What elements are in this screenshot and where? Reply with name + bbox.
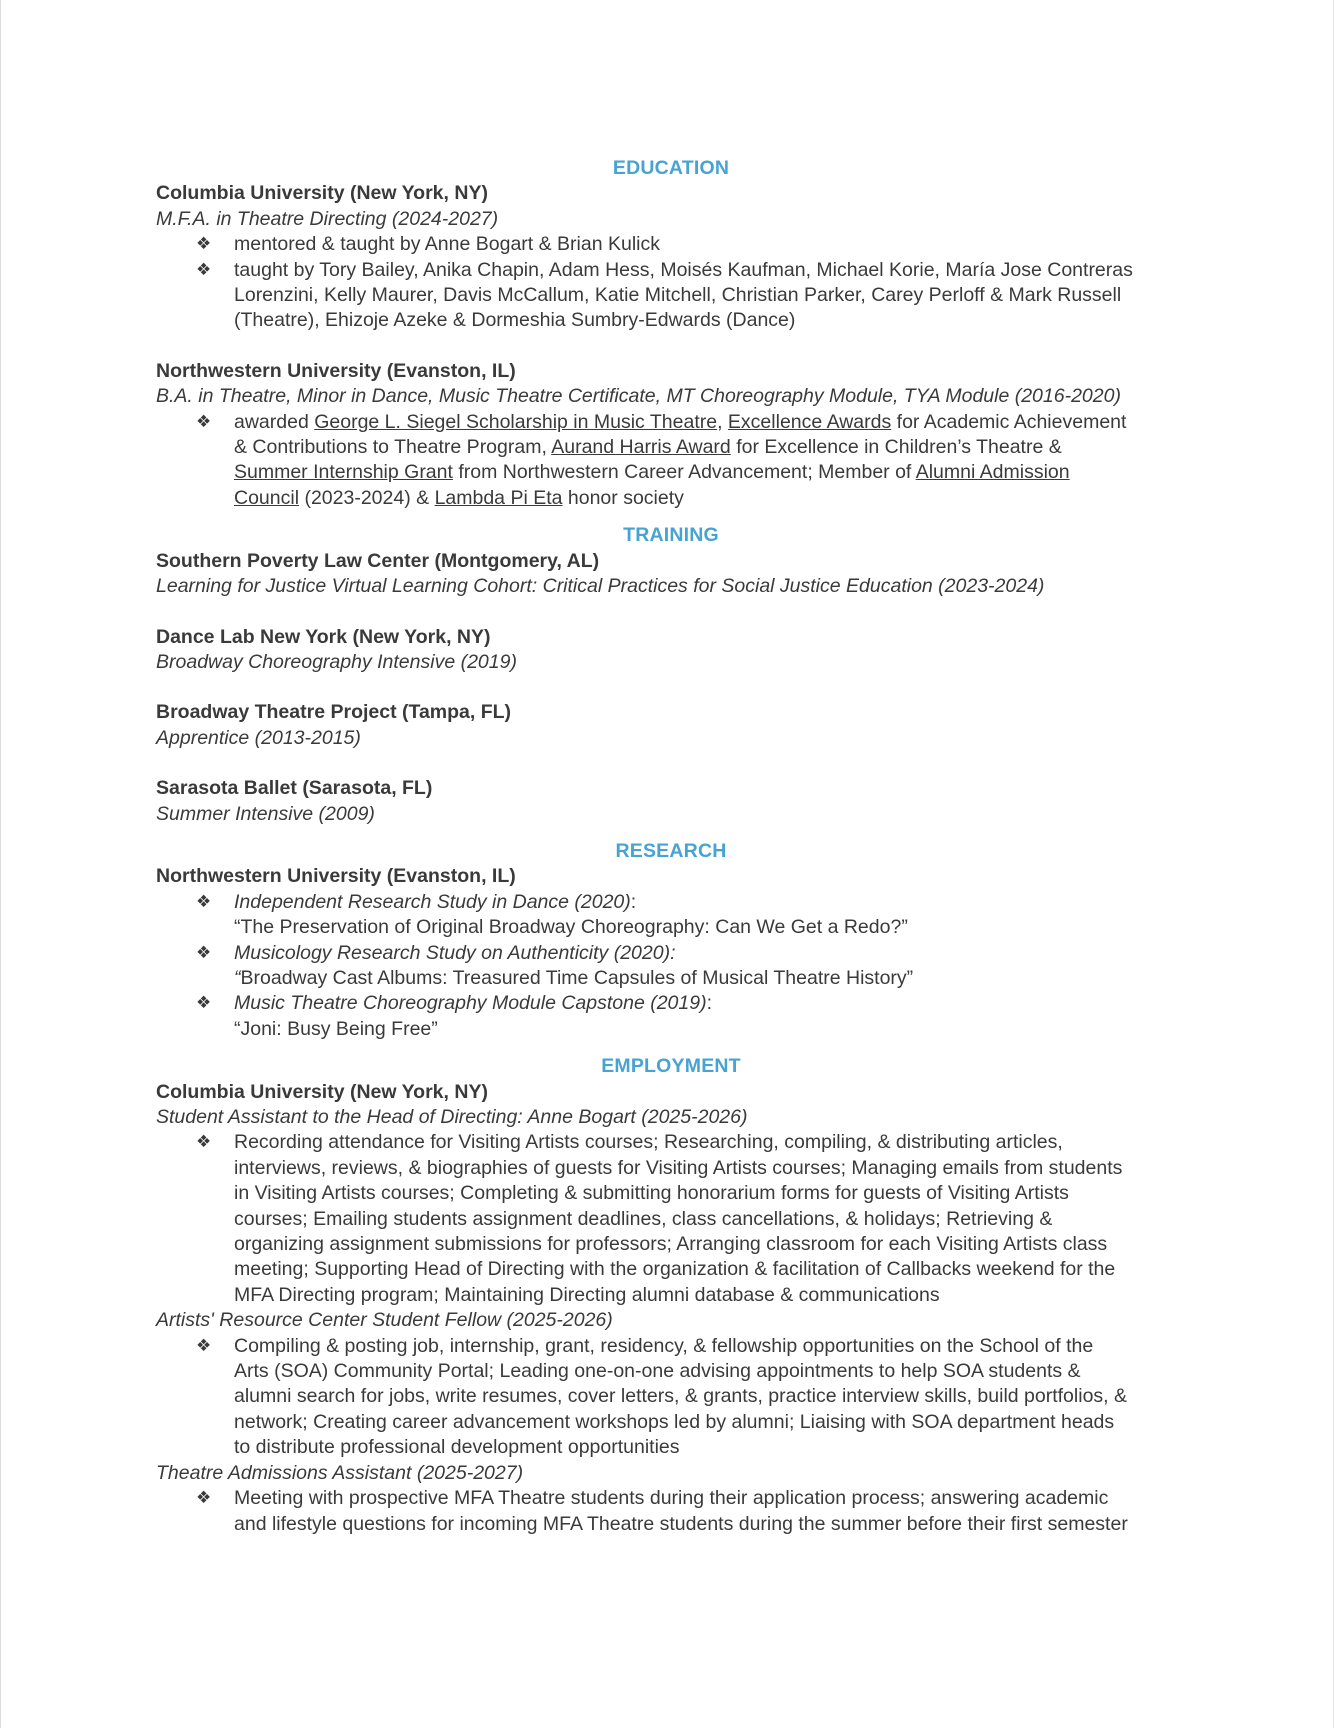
bullet-text: taught by Tory Bailey, Anika Chapin, Adam Hess, Moisés Kaufman, Michael Korie, María Jose Contreras	[234, 258, 1133, 281]
list-item	[156, 1130, 1186, 1308]
bullet-diamond-icon: ❖	[196, 1488, 212, 1509]
text: honor society	[562, 486, 684, 509]
spacer	[156, 511, 1186, 523]
bullet-diamond-icon: ❖	[196, 993, 212, 1014]
award-link-siegel[interactable]: George L. Siegel Scholarship in Music Theatre	[314, 410, 718, 433]
role-sarasota-ballet: Summer Intensive (2009)	[156, 802, 375, 825]
research-title	[234, 941, 1186, 966]
org-columbia: Columbia University (New York, NY)	[156, 182, 488, 205]
org-btp: Broadway Theatre Project (Tampa, FL)	[156, 701, 512, 724]
bullet-text: organizing assignment submissions for professors; Arranging classroom for each Visiting Artists class	[234, 1233, 1108, 1256]
spacer	[156, 675, 1186, 700]
bullet-diamond-icon: ❖	[196, 234, 212, 255]
text: Independent Research Study in Dance (2020)	[234, 890, 631, 913]
bullet-diamond-icon: ❖	[196, 259, 212, 280]
page-left-edge	[0, 0, 1, 1728]
text: Musicology Research Study on Authenticity (2020):	[234, 941, 676, 964]
resume-document	[156, 156, 1186, 1537]
org-sarasota-ballet: Sarasota Ballet (Sarasota, FL)	[156, 777, 433, 800]
research-title	[234, 991, 1186, 1016]
link-alumni-admission-council[interactable]: Council	[234, 486, 300, 509]
bullet-text: to distribute professional development opportunities	[234, 1436, 680, 1459]
list-item	[156, 1486, 1186, 1537]
research-title	[234, 890, 1186, 915]
text: for Excellence in Children’s Theatre &	[730, 436, 1062, 459]
bullet-text	[234, 486, 1186, 511]
list-item	[156, 941, 1186, 992]
award-link-excellence[interactable]: Excellence Awards	[727, 410, 892, 433]
bullet-text: network; Creating career advancement workshops led by alumni; Liaising with SOA department heads	[234, 1410, 1115, 1433]
spacer	[156, 827, 1186, 839]
text: Broadway Cast Albums: Treasured Time Capsules of Musical Theatre History”	[240, 966, 914, 989]
text: Music Theatre Choreography Module Capstone (2019)	[234, 992, 707, 1015]
bullet-diamond-icon: ❖	[196, 1132, 212, 1153]
spacer	[156, 600, 1186, 625]
text: awarded	[234, 410, 315, 433]
bullet-text: in Visiting Artists courses; Completing & submitting honorarium forms for guests of Visiting Artists	[234, 1182, 1069, 1205]
text: ,	[717, 410, 728, 433]
degree-ba: B.A. in Theatre, Minor in Dance, Music Theatre Certificate, MT Choreography Module, TYA Module (2016-2020)	[156, 385, 1121, 408]
section-title-employment: EMPLOYMENT	[601, 1055, 741, 1078]
text: from Northwestern Career Advancement; Member of	[452, 461, 916, 484]
list-item	[156, 991, 1186, 1042]
research-desc: “Joni: Busy Being Free”	[234, 1017, 438, 1040]
org-northwestern-research: Northwestern University (Evanston, IL)	[156, 865, 516, 888]
bullet-text: interviews, reviews, & biographies of guests for Visiting Artists courses; Managing emails from students	[234, 1156, 1123, 1179]
bullet-text: (Theatre), Ehizoje Azeke & Dormeshia Sumbry-Edwards (Dance)	[234, 309, 796, 332]
org-splc: Southern Poverty Law Center (Montgomery, AL)	[156, 549, 600, 572]
org-columbia-employment: Columbia University (New York, NY)	[156, 1080, 488, 1103]
org-northwestern: Northwestern University (Evanston, IL)	[156, 359, 516, 382]
section-title-research: RESEARCH	[615, 839, 727, 862]
org-dance-lab: Dance Lab New York (New York, NY)	[156, 625, 491, 648]
role-dance-lab: Broadway Choreography Intensive (2019)	[156, 650, 517, 673]
bullet-text: alumni search for jobs, write resumes, cover letters, & grants, practice interview skills, build portfolios, &	[234, 1385, 1128, 1408]
bullet-text: Arts (SOA) Community Portal; Leading one-on-one advising appointments to help SOA students &	[234, 1360, 1081, 1383]
spacer	[156, 334, 1186, 359]
text: “	[234, 966, 241, 989]
role-btp: Apprentice (2013-2015)	[156, 726, 361, 749]
link-alumni-admission[interactable]: Alumni Admission	[915, 461, 1070, 484]
spacer	[156, 1042, 1186, 1054]
text: for Academic Achievement	[891, 410, 1127, 433]
bullet-text: Recording attendance for Visiting Artists courses; Researching, compiling, & distributing articles,	[234, 1131, 1063, 1154]
text: (2023-2024) &	[299, 486, 435, 509]
section-title-education: EDUCATION	[612, 157, 730, 179]
role-splc: Learning for Justice Virtual Learning Cohort: Critical Practices for Social Justice Education (2023-2024)	[156, 575, 1045, 598]
list-item	[156, 410, 1186, 512]
text: :	[630, 890, 637, 913]
bullet-text: Compiling & posting job, internship, grant, residency, & fellowship opportunities on the School of the	[234, 1334, 1094, 1357]
text: & Contributions to Theatre Program,	[234, 436, 552, 459]
bullet-text: meeting; Supporting Head of Directing with the organization & facilitation of Callbacks weekend for the	[234, 1258, 1116, 1281]
bullet-text: and lifestyle questions for incoming MFA Theatre students during the summer before their first semester	[234, 1512, 1128, 1535]
section-title-training: TRAINING	[623, 524, 719, 547]
job-role: Theatre Admissions Assistant (2025-2027)	[156, 1461, 524, 1484]
bullet-text	[234, 460, 1186, 485]
bullet-text: mentored & taught by Anne Bogart & Brian Kulick	[234, 233, 661, 256]
research-desc: “The Preservation of Original Broadway Choreography: Can We Get a Redo?”	[234, 916, 908, 939]
bullet-diamond-icon: ❖	[196, 942, 212, 963]
bullet-text	[234, 435, 1186, 460]
list-item	[156, 890, 1186, 941]
list-item	[156, 258, 1186, 334]
spacer	[156, 751, 1186, 776]
link-lambda-pi-eta[interactable]: Lambda Pi Eta	[434, 486, 563, 509]
list-item	[156, 232, 1186, 257]
award-link-aurand-harris[interactable]: Aurand Harris Award	[551, 436, 731, 459]
job-role: Student Assistant to the Head of Directing: Anne Bogart (2025-2026)	[156, 1106, 748, 1128]
bullet-text: MFA Directing program; Maintaining Directing alumni database & communications	[234, 1283, 940, 1306]
job-role: Artists' Resource Center Student Fellow (2025-2026)	[156, 1309, 613, 1332]
bullet-diamond-icon: ❖	[196, 891, 212, 912]
text: :	[706, 992, 713, 1015]
degree-mfa: M.F.A. in Theatre Directing (2024-2027)	[156, 207, 499, 230]
bullet-text: courses; Emailing students assignment deadlines, class cancellations, & holidays; Retrieving &	[234, 1207, 1053, 1230]
research-desc	[234, 966, 1186, 991]
bullet-text	[234, 410, 1186, 435]
bullet-text: Lorenzini, Kelly Maurer, Davis McCallum, Katie Mitchell, Christian Parker, Carey Perloff & Mark Russell	[234, 284, 1122, 307]
list-item	[156, 1334, 1186, 1461]
bullet-diamond-icon: ❖	[196, 411, 212, 432]
award-link-internship-grant[interactable]: Summer Internship Grant	[234, 461, 453, 484]
bullet-text: Meeting with prospective MFA Theatre students during their application process; answering academic	[234, 1487, 1109, 1510]
bullet-diamond-icon: ❖	[196, 1335, 212, 1356]
